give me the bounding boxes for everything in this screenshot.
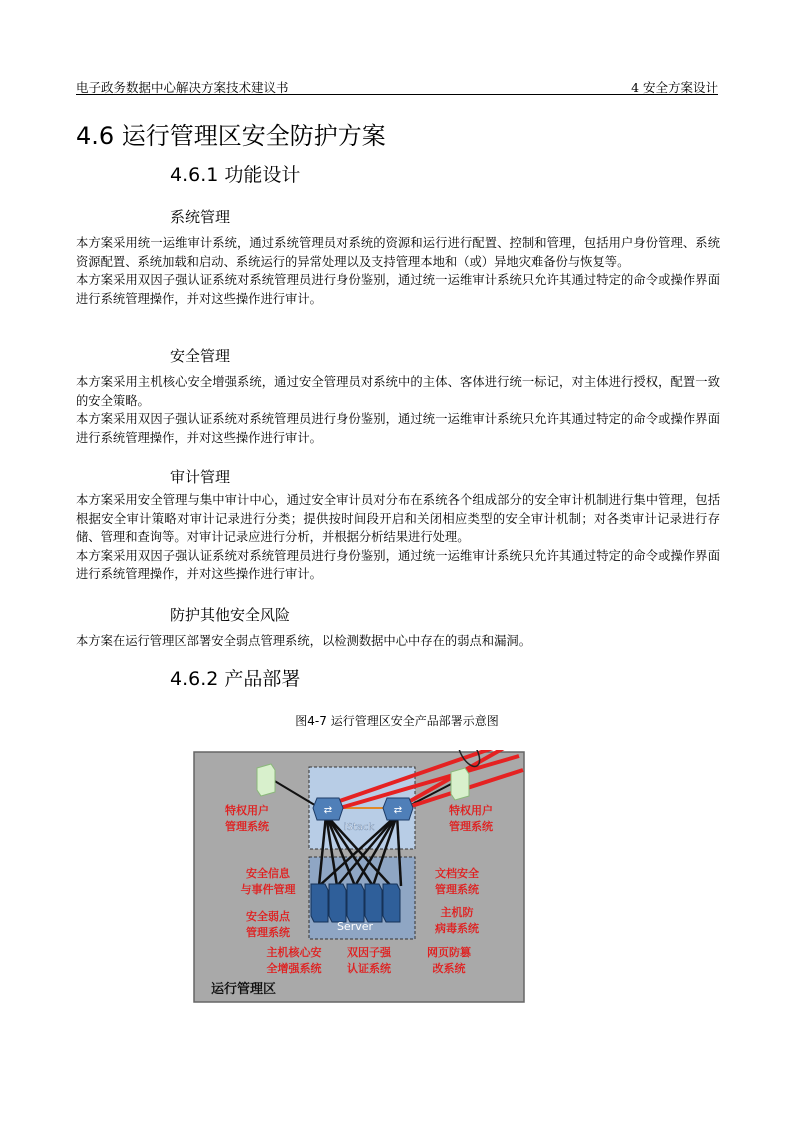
paragraph: 本方案采用主机核心安全增强系统，通过安全管理员对系统中的主体、客体进行统一标记，对主体进行授权，配置一致的安全策略。 xyxy=(76,375,720,408)
block-title-system-mgmt: 系统管理 xyxy=(170,208,231,226)
block-body-audit-mgmt xyxy=(76,491,720,584)
label-2fa-2: 认证系统 xyxy=(347,962,391,975)
label-core-2: 全增强系统 xyxy=(266,962,322,975)
istack-label: iStack xyxy=(343,822,375,833)
privileged-device-left-icon xyxy=(257,764,275,796)
paragraph: 本方案采用双因子强认证系统对系统管理员进行身份鉴别，通过统一运维审计系统只允许其通过特定的命令或操作界面进行系统管理操作，并对这些操作进行审计。 xyxy=(76,412,720,445)
subsection-title-deploy: 4.6.2 产品部署 xyxy=(170,668,301,690)
block-title-other-risks: 防护其他安全风险 xyxy=(170,606,291,624)
label-av-1: 主机防 xyxy=(440,906,474,919)
svg-text:⇄: ⇄ xyxy=(323,805,333,816)
label-web-2: 改系统 xyxy=(432,962,466,975)
section-title: 4.6 运行管理区安全防护方案 xyxy=(76,122,386,150)
server-label: Server xyxy=(336,920,374,933)
paragraph: 本方案采用安全管理与集中审计中心，通过安全审计员对分布在系统各个组成部分的安全审计机制进行集中管理，包括根据安全审计策略对审计记录进行分类；提供按时间段开启和关闭相应类型的安全审计机制；对各类审计记录进行存储、管理和查询等。对审计记录应进行分析，并根据分析结果进行处理。 xyxy=(76,493,720,544)
label-web-1: 网页防篡 xyxy=(427,946,471,959)
label-priv-left-2: 管理系统 xyxy=(225,820,269,833)
paragraph: 本方案采用双因子强认证系统对系统管理员进行身份鉴别，通过统一运维审计系统只允许其通过特定的命令或操作界面进行系统管理操作，并对这些操作进行审计。 xyxy=(76,273,720,306)
paragraph: 本方案采用统一运维审计系统，通过系统管理员对系统的资源和运行进行配置、控制和管理，包括用户身份管理、系统资源配置、系统加载和启动、系统运行的异常处理以及支持管理本地和（或）异地灾难备份与恢复等。 xyxy=(76,236,720,269)
label-doc-1: 文档安全 xyxy=(435,867,479,880)
deployment-diagram xyxy=(193,750,525,1004)
header-doc-title: 电子政务数据中心解决方案技术建议书 xyxy=(76,80,289,95)
server-rack-icon xyxy=(311,884,400,922)
block-body-other-risks xyxy=(76,632,720,651)
svg-text:⇄: ⇄ xyxy=(393,805,403,816)
label-doc-2: 管理系统 xyxy=(435,883,479,896)
label-2fa-1: 双因子强 xyxy=(347,946,391,959)
block-body-system-mgmt xyxy=(76,234,720,308)
paragraph: 本方案采用双因子强认证系统对系统管理员进行身份鉴别，通过统一运维审计系统只允许其通过特定的命令或操作界面进行系统管理操作，并对这些操作进行审计。 xyxy=(76,548,720,581)
header-chapter: 4 安全方案设计 xyxy=(631,80,718,95)
label-priv-left-1: 特权用户 xyxy=(225,804,269,817)
label-vuln-1: 安全弱点 xyxy=(246,910,290,923)
label-core-1: 主机核心安 xyxy=(266,946,322,959)
label-siem-2: 与事件管理 xyxy=(240,883,296,896)
zone-label: 运行管理区 xyxy=(211,982,277,997)
subsection-title-design: 4.6.1 功能设计 xyxy=(170,164,301,186)
figure-caption: 图4-7 运行管理区安全产品部署示意图 xyxy=(295,714,499,728)
label-av-2: 病毒系统 xyxy=(435,922,479,935)
label-vuln-2: 管理系统 xyxy=(246,926,290,939)
page-header xyxy=(76,76,718,95)
block-body-security-mgmt xyxy=(76,373,720,447)
label-siem-1: 安全信息 xyxy=(246,867,290,880)
block-title-security-mgmt: 安全管理 xyxy=(170,347,231,365)
label-priv-right-1: 特权用户 xyxy=(449,804,493,817)
label-priv-right-2: 管理系统 xyxy=(449,820,493,833)
switch-right-icon xyxy=(383,798,413,820)
switch-left-icon xyxy=(313,798,343,820)
block-title-audit-mgmt: 审计管理 xyxy=(170,468,231,486)
privileged-device-right-icon xyxy=(451,768,469,800)
paragraph: 本方案在运行管理区部署安全弱点管理系统，以检测数据中心中存在的弱点和漏洞。 xyxy=(76,634,531,648)
